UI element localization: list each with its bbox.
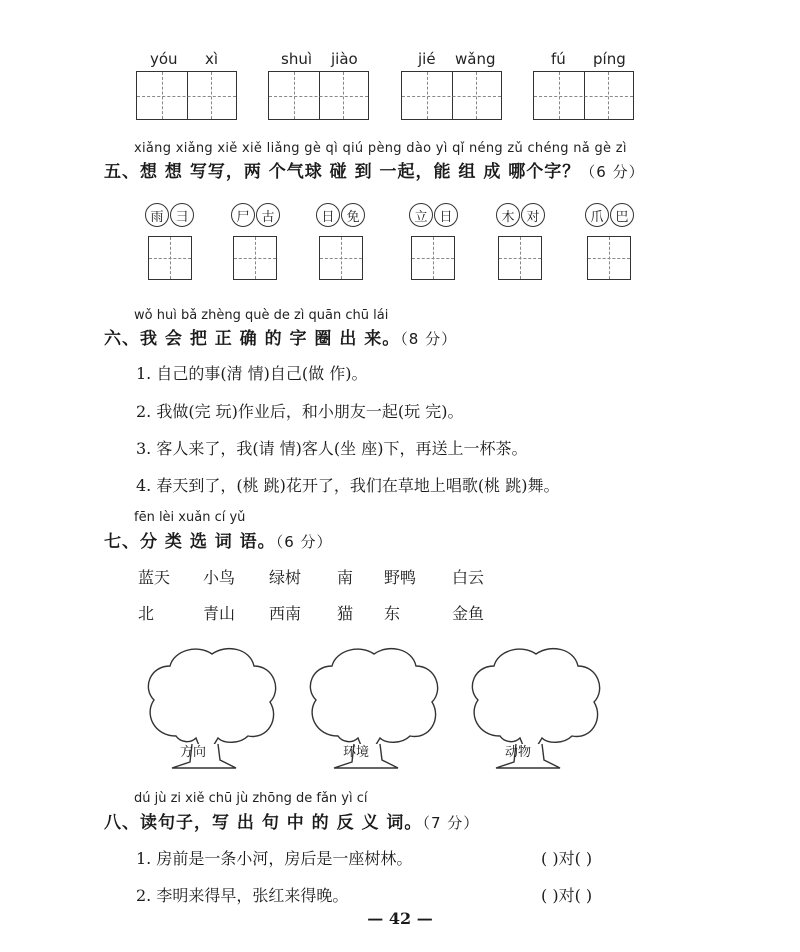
word: 白云 (452, 568, 485, 587)
page-number: — 42 — (367, 909, 433, 928)
word: 北 (138, 604, 155, 623)
tree (310, 649, 437, 768)
pinyin: wǎng (455, 50, 496, 68)
balloon: 彐 (170, 203, 194, 227)
balloon: 日 (434, 203, 458, 227)
word: 猫 (337, 604, 354, 623)
word: 西南 (269, 604, 302, 623)
answer-blank[interactable]: ( )对( ) (541, 849, 593, 868)
section7-title: 七、分 类 选 词 语。（6 分） (104, 532, 333, 552)
balloon-group (0, 195, 800, 285)
writing-grid[interactable] (268, 71, 369, 120)
writing-grid[interactable] (136, 71, 237, 120)
answer-box[interactable] (498, 236, 542, 280)
section8-title: 八、读句子，写 出 句 中 的 反 义 词。（7 分） (104, 813, 480, 833)
question-line: 3. 客人来了，我(请 情)客人(坐 座)下，再送上一杯茶。 (136, 439, 528, 458)
balloon: 日 (316, 203, 340, 227)
section6-title: 六、我 会 把 正 确 的 字 圈 出 来。（8 分） (104, 329, 458, 349)
question-line: 1. 自己的事(清 情)自己(做 作)。 (136, 364, 368, 383)
balloon: 免 (341, 203, 365, 227)
tree-label: 动物 (505, 745, 532, 760)
pinyin: yóu (150, 50, 178, 68)
word: 绿树 (269, 568, 302, 587)
tree-label: 方向 (180, 745, 207, 760)
balloon: 巴 (610, 203, 634, 227)
question-line: 4. 春天到了，(桃 跳)花开了，我们在草地上唱歌(桃 跳)舞。 (136, 476, 560, 495)
writing-grid[interactable] (533, 71, 634, 120)
word: 野鸭 (384, 568, 417, 587)
section5-pinyin: xiǎng xiǎng xiě xiě liǎng gè qì qiú pèng dào yì qǐ néng zǔ chéng nǎ gè zì (134, 141, 627, 156)
balloon: 木 (496, 203, 520, 227)
section8-pinyin: dú jù zi xiě chū jù zhōng de fǎn yì cí (134, 791, 368, 806)
pinyin: píng (593, 50, 626, 68)
pinyin: jiào (331, 50, 358, 68)
balloon: 古 (256, 203, 280, 227)
pinyin: fú (551, 50, 566, 68)
word: 东 (384, 604, 401, 623)
writing-grid[interactable] (401, 71, 502, 120)
balloon: 雨 (145, 203, 169, 227)
word: 金鱼 (452, 604, 485, 623)
question-line: 2. 李明来得早，张红来得晚。 (136, 886, 349, 905)
tree (472, 649, 599, 768)
word: 蓝天 (138, 568, 171, 587)
balloon: 对 (521, 203, 545, 227)
question-line: 1. 房前是一条小河，房后是一座树林。 (136, 849, 413, 868)
balloon: 尸 (231, 203, 255, 227)
answer-blank[interactable]: ( )对( ) (541, 886, 593, 905)
tree (148, 649, 275, 768)
tree-illustrations (0, 640, 800, 775)
balloon: 立 (409, 203, 433, 227)
word: 小鸟 (203, 568, 236, 587)
top-grid-row (0, 0, 800, 125)
pinyin: shuì (281, 50, 312, 68)
tree-label: 环境 (343, 745, 370, 760)
answer-box[interactable] (148, 236, 192, 280)
pinyin: xì (205, 50, 219, 68)
section7-pinyin: fēn lèi xuǎn cí yǔ (134, 510, 246, 525)
answer-box[interactable] (411, 236, 455, 280)
answer-box[interactable] (233, 236, 277, 280)
answer-box[interactable] (587, 236, 631, 280)
word: 青山 (203, 604, 236, 623)
answer-box[interactable] (319, 236, 363, 280)
balloon: 爪 (585, 203, 609, 227)
word: 南 (337, 568, 354, 587)
section5-title: 五、想 想 写写，两 个气球 碰 到 一起，能 组 成 哪个字？（6 分） (104, 162, 645, 182)
pinyin: jié (418, 50, 436, 68)
section6-pinyin: wǒ huì bǎ zhèng què de zì quān chū lái (134, 308, 389, 323)
question-line: 2. 我做(完 玩)作业后，和小朋友一起(玩 完)。 (136, 402, 464, 421)
